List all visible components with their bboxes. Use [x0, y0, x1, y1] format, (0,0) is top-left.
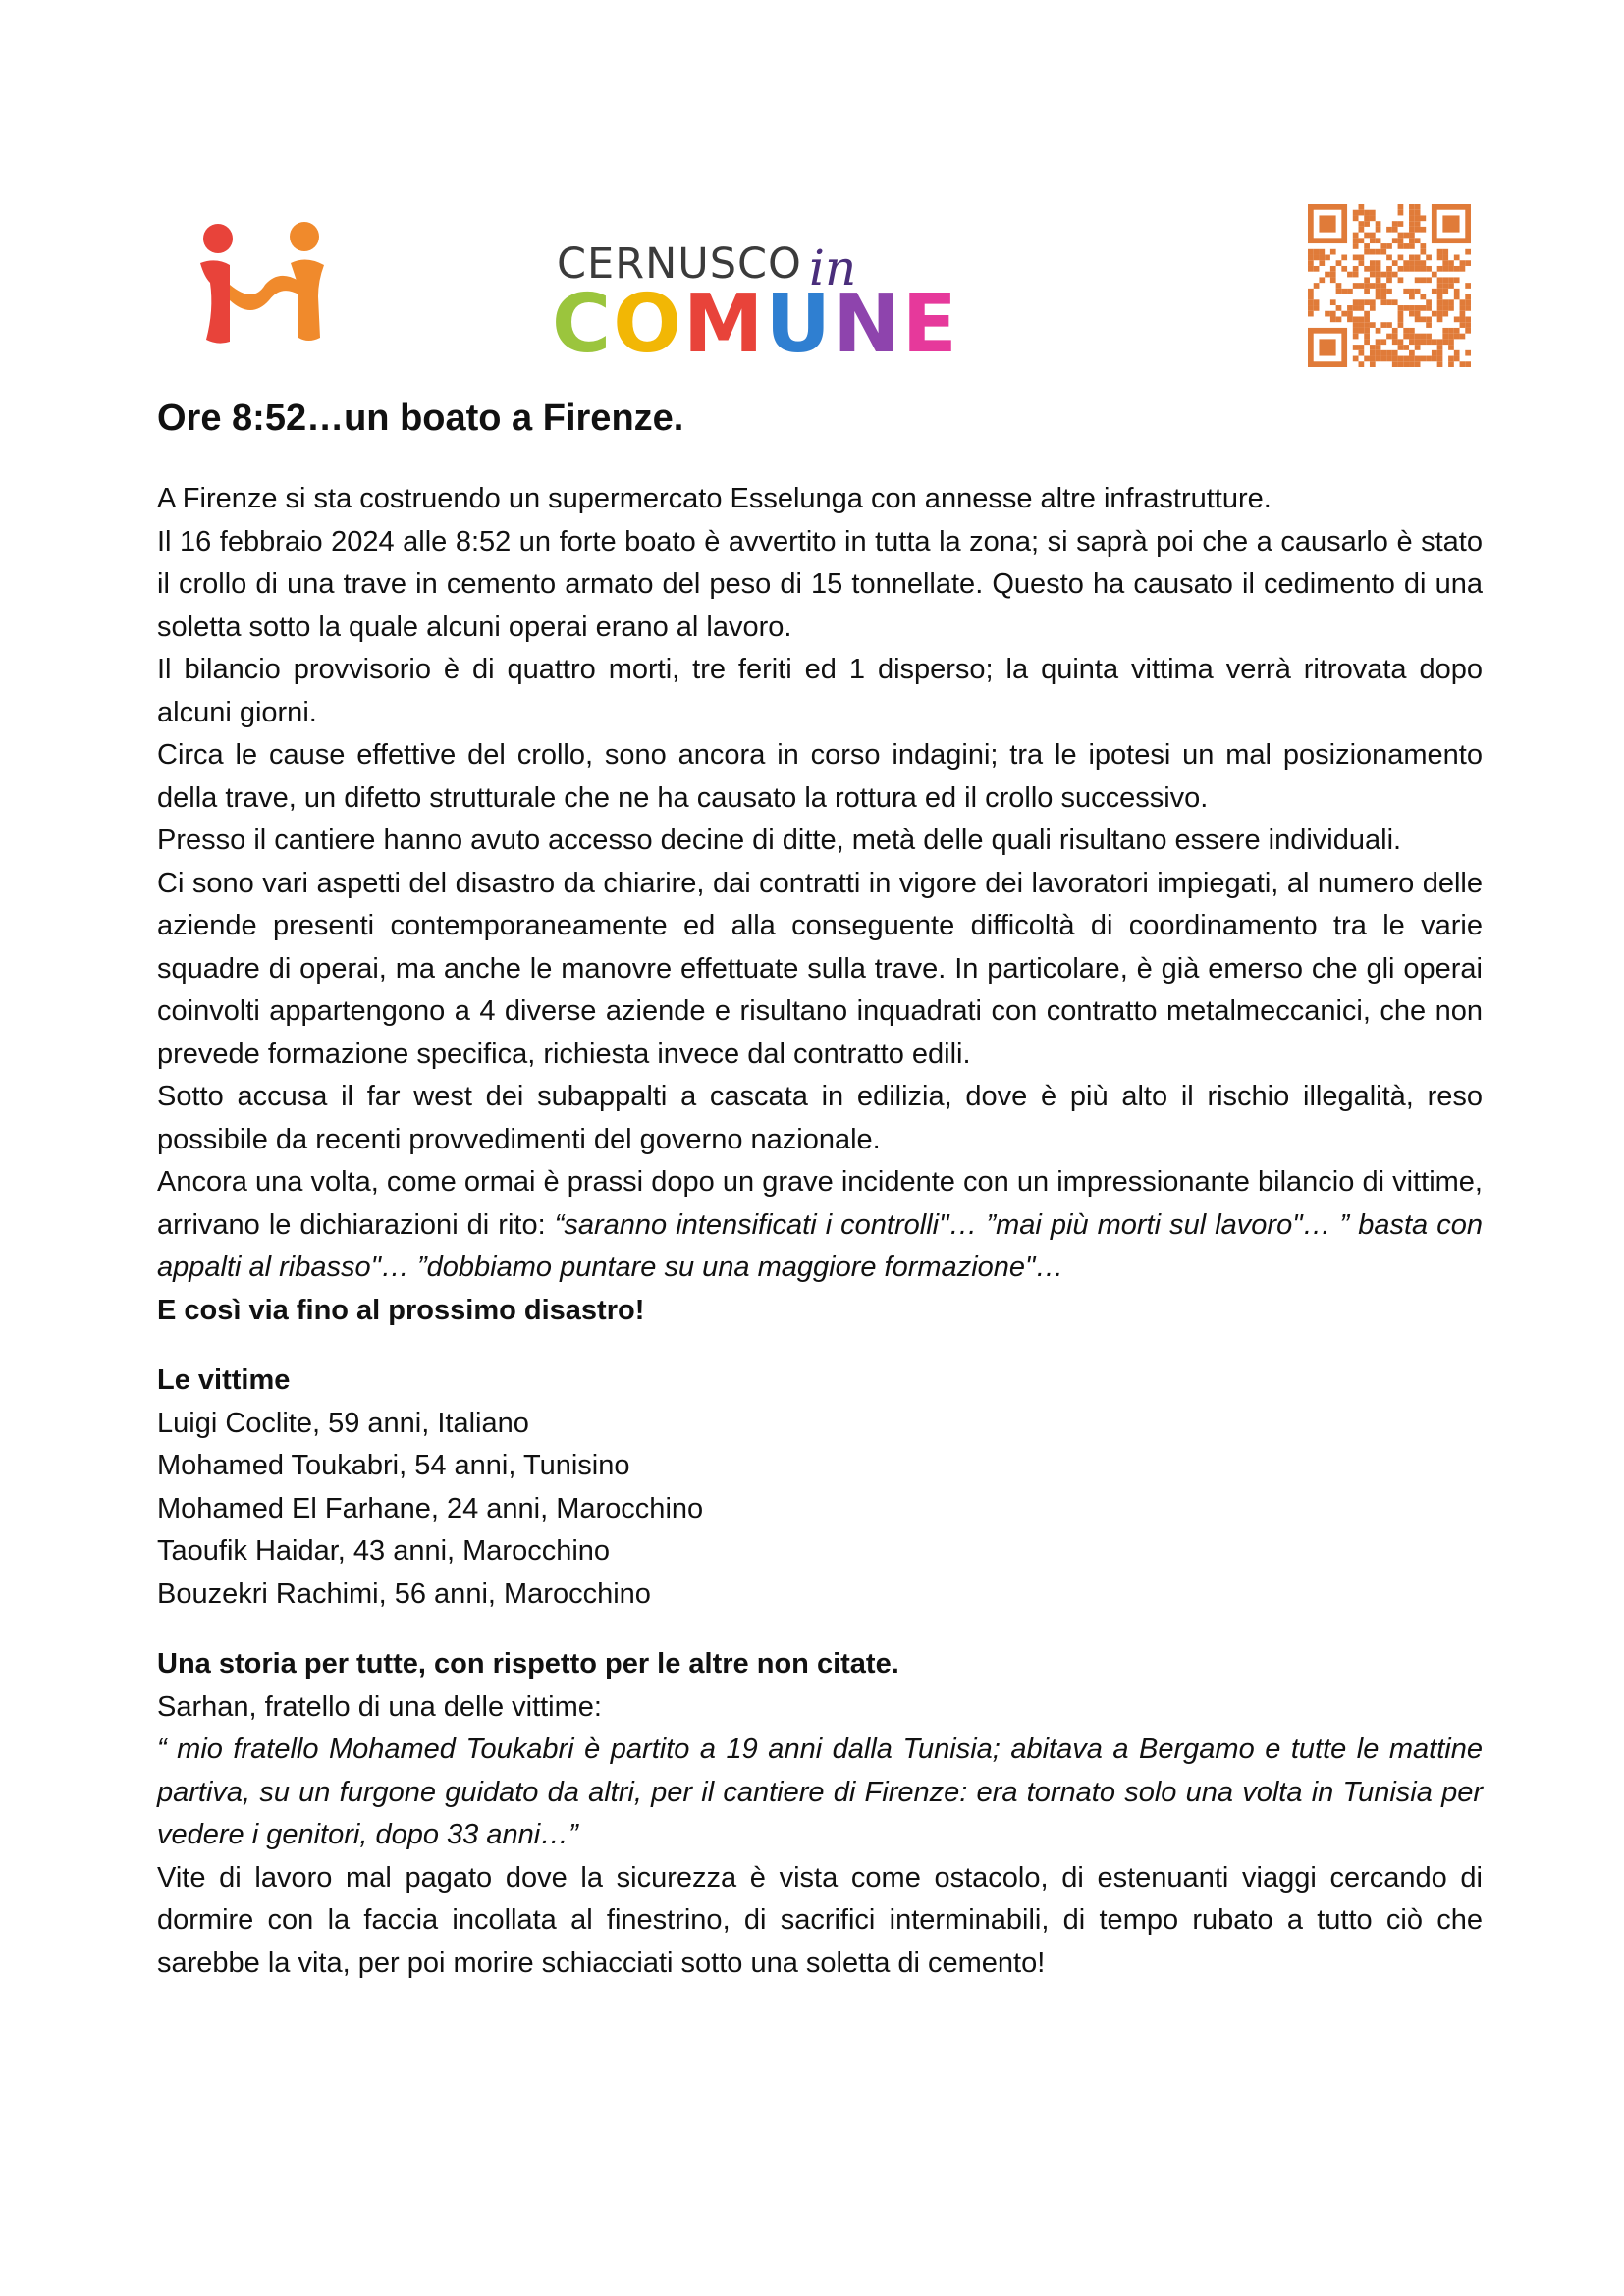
declarations-quotes: “saranno intensificati i controlli"… ”mai più morti sul lavoro"… ” basta con appalti al ribasso"… ”dobbiamo puntare su una maggiore formazione"… — [157, 1208, 1483, 1283]
logo-line-cernusco: CERNUSCO — [557, 240, 802, 289]
victims-heading: Le vittime — [157, 1364, 291, 1396]
qr-finder-pattern — [1311, 207, 1344, 240]
logo-letter-1: O — [613, 278, 683, 371]
logo-word-in: in — [809, 240, 857, 296]
victim-item: Taoufik Haidar, 43 anni, Marocchino — [157, 1535, 611, 1567]
paragraph-event: Il 16 febbraio 2024 alle 8:52 un forte boato è avvertito in tutta la zona; si saprà poi che a causarlo è stato il crollo di una trave in cemento armato del peso di 15 tonnellate. Questo ha causato il cedimento di una soletta sotto la quale alcuni operai erano al lavoro. — [157, 525, 1483, 643]
paragraph-declarations — [157, 1161, 1483, 1290]
article — [157, 393, 1483, 1985]
paragraph-subcontracts: Sotto accusa il far west dei subappalti a cascata in edilizia, dove è più alto il rischio illegalità, reso possibile da recenti provvedimenti del governo nazionale. — [157, 1081, 1483, 1155]
paragraph-intro: A Firenze si sta costruendo un supermercato Esselunga con annesse altre infrastrutture. — [157, 483, 1272, 514]
declarations-intro: Ancora una volta, come ormai è prassi dopo un grave incidente con un impressionante bilancio di vittime, arrivano le dichiarazioni di rito: — [157, 1166, 1483, 1241]
logo-letter-0: C — [552, 278, 614, 371]
qr-code-icon — [1308, 204, 1471, 367]
left-figure-head — [203, 224, 233, 253]
story-intro: Sarhan, fratello di una delle vittime: — [157, 1690, 602, 1723]
paragraph-companies: Presso il cantiere hanno avuto accesso decine di ditte, metà delle quali risultano essere individuali. — [157, 825, 1402, 856]
spacer — [157, 1616, 1483, 1643]
right-figure-body — [291, 259, 324, 341]
paragraph-aspects: Ci sono vari aspetti del disastro da chiarire, dai contratti in vigore dei lavoratori impiegati, al numero delle aziende presenti contemporaneamente ed alla conseguente difficoltà di coordinamento tra le varie squadre di operai, ma anche le manovre effettuate sulla trave. In particolare, è già emerso che gli operai coinvolti appartengono a 4 diverse aziende e risultano inquadrati con contratto metalmeccanici, che non prevede formazione specifica, richiesta invece dal contratto edili. — [157, 867, 1483, 1070]
story-heading: Una storia per tutte, con rispetto per le altre non citate. — [157, 1648, 899, 1680]
joined-hands — [230, 276, 298, 310]
cernusco-in-comune-logo — [552, 240, 959, 371]
left-figure-body — [200, 260, 230, 343]
logo-line-comune — [552, 278, 959, 371]
logo-letter-4: N — [833, 278, 902, 371]
logo-letter-3: U — [765, 278, 834, 371]
closing-paragraph: Vite di lavoro mal pagato dove la sicurezza è vista come ostacolo, di estenuanti viaggi cercando di dormire con la faccia incollata al finestrino, di sacrifici interminabili, di tempo rubato a tutto ciò che sarebbe la vita, per poi morire schiacciati sotto una soletta di cemento! — [157, 1861, 1483, 1979]
article-title: Ore 8:52…un boato a Firenze. — [157, 398, 684, 439]
logo-letter-5: E — [901, 278, 959, 371]
victim-item: Luigi Coclite, 59 anni, Italiano — [157, 1407, 529, 1439]
qr-finder-pattern — [1311, 331, 1344, 364]
story-quote: “ mio fratello Mohamed Toukabri è partito a 19 anni dalla Tunisia; abitava a Bergamo e tutte le mattine partiva, su un furgone guidato da altri, per il cantiere di Firenze: era tornato solo una volta in Tunisia per vedere i genitori, dopo 33 anni…” — [157, 1734, 1483, 1850]
people-logo-icon — [194, 222, 332, 346]
paragraph-conclusion: E così via fino al prossimo disastro! — [157, 1294, 645, 1326]
victim-item: Mohamed Toukabri, 54 anni, Tunisino — [157, 1450, 630, 1481]
paragraph-causes: Circa le cause effettive del crollo, sono ancora in corso indagini; tra le ipotesi un mal posizionamento della trave, un difetto strutturale che ne ha causato la rottura ed il crollo successivo. — [157, 739, 1483, 814]
logo-letter-2: M — [682, 278, 766, 371]
right-figure-head — [290, 222, 319, 251]
qr-finder-pattern — [1435, 207, 1468, 240]
spacer — [157, 1332, 1483, 1360]
paragraph-toll: Il bilancio provvisorio è di quattro morti, tre feriti ed 1 disperso; la quinta vittima verrà ritrovata dopo alcuni giorni. — [157, 654, 1483, 728]
victim-item: Bouzekri Rachimi, 56 anni, Marocchino — [157, 1577, 651, 1610]
victim-item: Mohamed El Farhane, 24 anni, Marocchino — [157, 1492, 704, 1524]
